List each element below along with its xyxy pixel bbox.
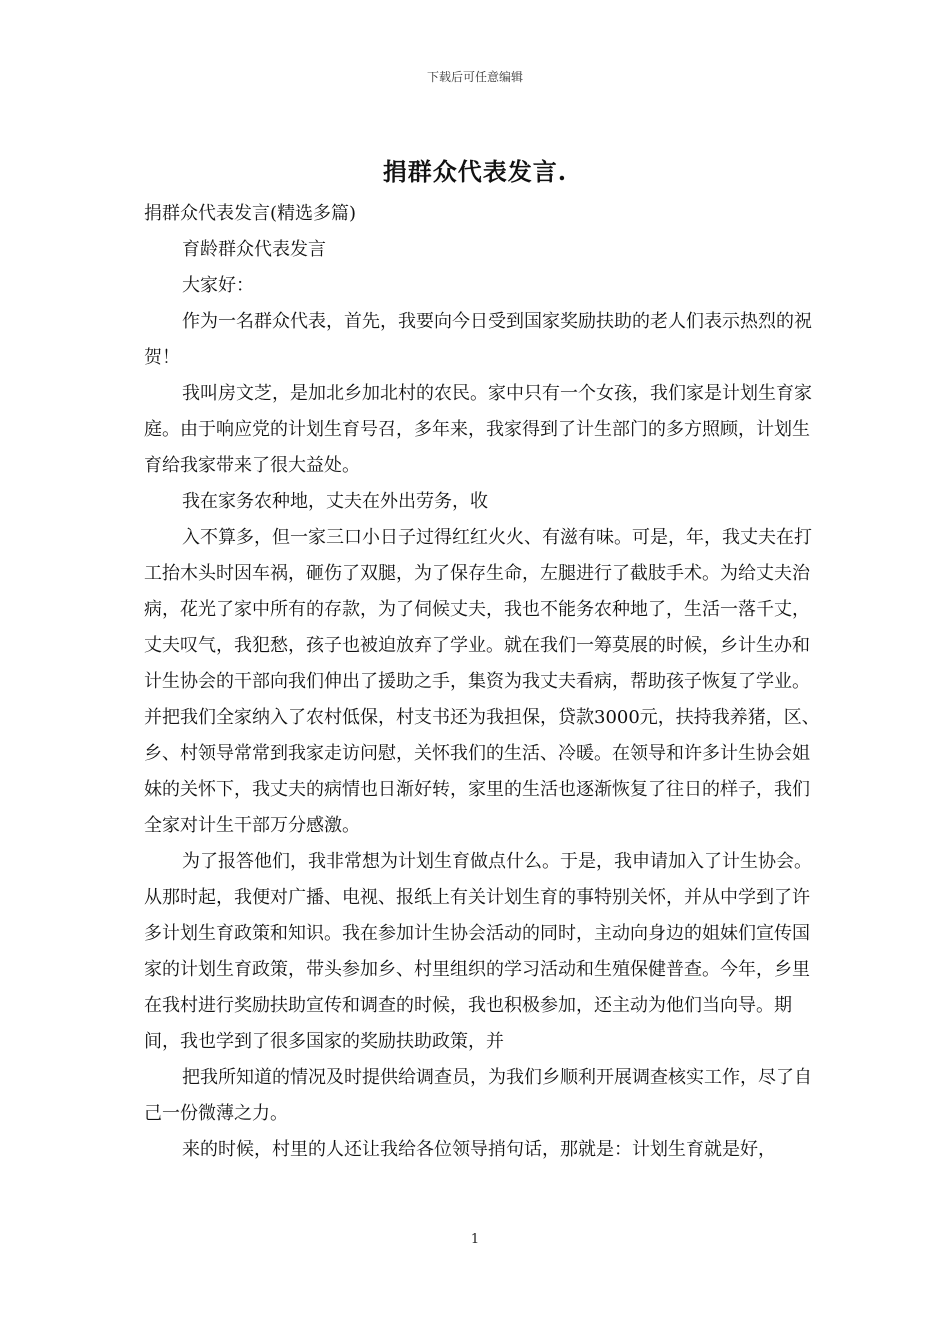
document-body	[144, 196, 824, 1168]
paragraph: 把我所知道的情况及时提供给调查员，为我们乡顺利开展调查核实工作，尽了自己一份微薄之力。	[144, 1067, 812, 1124]
paragraph: 为了报答他们，我非常想为计划生育做点什么。于是，我申请加入了计生协会。从那时起，我便对广播、电视、报纸上有关计划生育的事特别关怀，并从中学到了许多计划生育政策和知识。我在参加计生协会活动的同时，主动向身边的姐妹们宣传国家的计划生育政策，带头参加乡、村里组织的学习活动和生殖保健普查。今年，乡里在我村进行奖励扶助宣传和调查的时候，我也积极参加，还主动为他们当向导。期间，我也学到了很多国家的奖励扶助政策，并	[144, 851, 812, 1052]
document-title: 捐群众代表发言.	[382, 157, 568, 186]
paragraph: 作为一名群众代表，首先，我要向今日受到国家奖励扶助的老人们表示热烈的祝贺！	[144, 311, 812, 368]
subtitle: 捐群众代表发言(精选多篇)	[144, 203, 357, 224]
page-number: 1	[470, 1232, 480, 1247]
paragraph: 我在家务农种地，丈夫在外出劳务，收	[182, 491, 488, 512]
header-note: 下载后可任意编辑	[426, 70, 523, 84]
paragraph: 来的时候，村里的人还让我给各位领导捎句话，那就是：计划生育就是好，	[182, 1139, 776, 1160]
paragraph: 入不算多，但一家三口小日子过得红红火火、有滋有味。可是，年，我丈夫在打工抬木头时因车祸，砸伤了双腿，为了保存生命，左腿进行了截肢手术。为给丈夫治病，花光了家中所有的存款，为了伺候丈夫，我也不能务农种地了，生活一落千丈，丈夫叹气，我犯愁，孩子也被迫放弃了学业。就在我们一筹莫展的时候，乡计生办和计生协会的干部向我们伸出了援助之手，集资为我丈夫看病，帮助孩子恢复了学业。并把我们全家纳入了农村低保，村支书还为我担保，贷款3000元，扶持我养猪，区、乡、村领导常常到我家走访问慰，关怀我们的生活、冷暖。在领导和许多计生协会姐妹的关怀下，我丈夫的病情也日渐好转，家里的生活也逐渐恢复了往日的样子，我们全家对计生干部万分感激。	[144, 527, 820, 836]
paragraph: 育龄群众代表发言	[182, 239, 326, 260]
paragraph: 大家好：	[182, 275, 254, 296]
paragraph: 我叫房文芝，是加北乡加北村的农民。家中只有一个女孩，我们家是计划生育家庭。由于响应党的计划生育号召，多年来，我家得到了计生部门的多方照顾，计划生育给我家带来了很大益处。	[144, 383, 812, 476]
